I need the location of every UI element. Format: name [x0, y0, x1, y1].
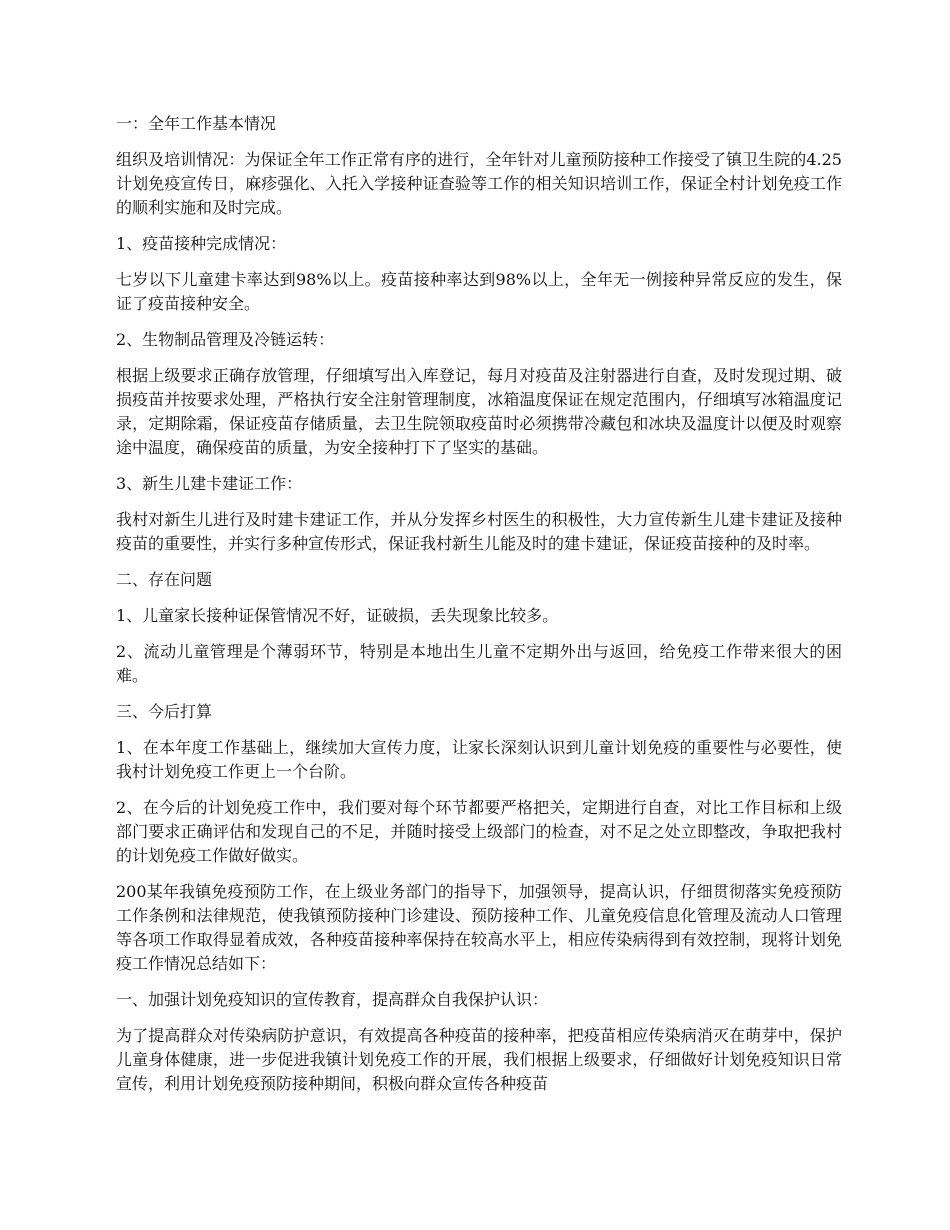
section-heading: 二、存在问题 — [116, 570, 213, 589]
body-paragraph: 1、儿童家长接种证保管情况不好，证破损，丢失现象比较多。 — [116, 606, 559, 625]
subsection-heading: 2、生物制品管理及冷链运转： — [116, 330, 335, 349]
subsection-heading: 3、新生儿建卡建证工作： — [116, 474, 303, 493]
section-heading: 一：全年工作基本情况 — [116, 114, 277, 133]
body-paragraph: 为了提高群众对传染病防护意识，有效提高各种疫苗的接种率，把疫苗相应传染病消灭在萌芽中，保护儿童身体健康，进一步促进我镇计划免疫工作的开展，我们根据上级要求，仔细做好计划免疫知识日常宣传，利用计划免疫预防接种期间，积极向群众宣传各种疫苗 — [116, 1026, 842, 1093]
subsection-heading: 1、疫苗接种完成情况： — [116, 234, 287, 253]
document-body — [116, 112, 842, 1108]
body-paragraph: 1、在本年度工作基础上，继续加大宣传力度，让家长深刻认识到儿童计划免疫的重要性与必要性，使我村计划免疫工作更上一个台阶。 — [116, 738, 842, 781]
body-paragraph: 2、流动儿童管理是个薄弱环节，特别是本地出生儿童不定期外出与返回，给免疫工作带来很大的困难。 — [116, 642, 842, 685]
body-paragraph: 2、在今后的计划免疫工作中，我们要对每个环节都要严格把关，定期进行自查，对比工作目标和上级部门要求正确评估和发现自己的不足，并随时接受上级部门的检查，对不足之处立即整改，争取把我村的计划免疫工作做好做实。 — [116, 798, 842, 865]
section-heading: 三、今后打算 — [116, 702, 213, 721]
section-heading: 一、加强计划免疫知识的宣传教育，提高群众自我保护认识： — [116, 990, 549, 1009]
body-paragraph: 200某年我镇免疫预防工作，在上级业务部门的指导下，加强领导，提高认识，仔细贯彻落实免疫预防工作条例和法律规范，使我镇预防接种门诊建设、预防接种工作、儿童免疫信息化管理及流动人口管理等各项工作取得显着成效，各种疫苗接种率保持在较高水平上，相应传染病得到有效控制，现将计划免疫工作情况总结如下： — [116, 882, 842, 973]
body-paragraph: 根据上级要求正确存放管理，仔细填写出入库登记，每月对疫苗及注射器进行自查，及时发现过期、破损疫苗并按要求处理，严格执行安全注射管理制度，冰箱温度保证在规定范围内，仔细填写冰箱温度记录，定期除霜，保证疫苗存储质量，去卫生院领取疫苗时必须携带冷藏包和冰块及温度计以便及时观察途中温度，确保疫苗的质量，为安全接种打下了坚实的基础。 — [116, 366, 842, 457]
body-paragraph: 我村对新生儿进行及时建卡建证工作，并从分发挥乡村医生的积极性，大力宣传新生儿建卡建证及接种疫苗的重要性，并实行多种宣传形式，保证我村新生儿能及时的建卡建证，保证疫苗接种的及时率。 — [116, 510, 842, 553]
body-paragraph: 组织及培训情况：为保证全年工作正常有序的进行，全年针对儿童预防接种工作接受了镇卫生院的4.25计划免疫宣传日，麻疹强化、入托入学接种证查验等工作的相关知识培训工作，保证全村计划免疫工作的顺利实施和及时完成。 — [116, 150, 842, 217]
body-paragraph: 七岁以下儿童建卡率达到98%以上。疫苗接种率达到98%以上，全年无一例接种异常反应的发生，保证了疫苗接种安全。 — [116, 270, 842, 313]
